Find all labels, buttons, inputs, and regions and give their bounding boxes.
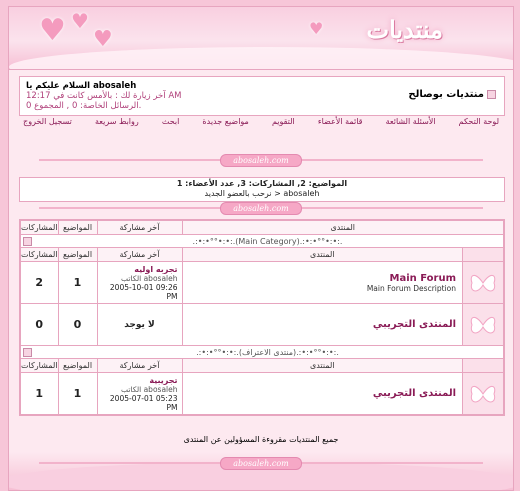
table-header: المشاركات المواضيع آخر مشاركة المنتدى bbox=[21, 221, 504, 235]
greeting-text: السلام عليكم يا abosaleh bbox=[26, 81, 137, 91]
nav-search[interactable]: ابحث bbox=[161, 117, 180, 126]
footer-banner: abosaleh.com bbox=[9, 452, 513, 490]
forum-row: 1 1 تجريبية الكاتب abosaleh 2005-07-01 05:23 PM المنتدى التجريبي bbox=[21, 373, 504, 415]
collapse-icon[interactable] bbox=[23, 237, 32, 246]
last-post-info bbox=[97, 373, 182, 415]
heart-icon: ♥ bbox=[93, 27, 113, 52]
collapse-icon[interactable] bbox=[23, 348, 32, 357]
nav-faq[interactable]: الأسئلة الشائعة bbox=[385, 117, 436, 126]
nav-quick-links[interactable]: روابط سريعة bbox=[94, 117, 139, 126]
page bbox=[8, 6, 514, 491]
butterfly-icon bbox=[463, 262, 504, 304]
no-posts-text: لا يوجد bbox=[97, 304, 182, 346]
site-logo[interactable]: منتديات bbox=[366, 15, 443, 44]
table-header: المشاركات المواضيع آخر مشاركة المنتدى bbox=[21, 359, 504, 373]
welcome-block bbox=[26, 81, 182, 111]
nav-user-cp[interactable]: لوحة التحكم bbox=[458, 117, 499, 126]
category-row[interactable]: .:•:•°°•:•:.(Main Category).:•:•°°•:•:. bbox=[21, 235, 504, 248]
heart-icon: ♥ bbox=[309, 19, 324, 38]
last-post-author[interactable]: الكاتب abosaleh bbox=[120, 273, 178, 283]
nav-calendar[interactable]: التقويم bbox=[271, 117, 295, 126]
last-visit-text: آخر زيارة لك : بالأمس كانت في 12:17 AM bbox=[26, 91, 182, 101]
forum-row: 0 0 لا يوجد المنتدى التجريبي bbox=[21, 304, 504, 346]
last-post-info bbox=[97, 262, 182, 304]
forum-stats bbox=[19, 177, 505, 202]
forum-title-cell bbox=[182, 262, 463, 304]
last-post-author[interactable]: الكاتب abosaleh bbox=[120, 384, 178, 394]
newest-member[interactable]: نرحب بالعضو الجديد > abosaleh bbox=[204, 189, 320, 198]
forum-table bbox=[19, 219, 505, 416]
nav-members-list[interactable]: قائمة الأعضاء bbox=[317, 117, 363, 126]
header-banner bbox=[9, 7, 513, 70]
forum-row: 2 1 تجربه اوليه الكاتب abosaleh 2005-10-01 09:26 PM Main Forum Main Forum Description bbox=[21, 262, 504, 304]
last-post-date: 2005-07-01 05:23 PM bbox=[109, 393, 178, 412]
category-row[interactable]: .:•:•°°•:•:.(منتدى الاعتراف).:•:•°°•:•:. bbox=[21, 346, 504, 359]
site-title[interactable]: منتديات بوصالح bbox=[408, 89, 496, 100]
forum-description: Main Forum Description bbox=[366, 283, 456, 293]
navbar bbox=[19, 117, 503, 129]
forum-link[interactable]: المنتدى التجريبي bbox=[372, 319, 456, 330]
heart-icon: ♥ bbox=[39, 13, 66, 48]
butterfly-icon bbox=[463, 373, 504, 415]
footer-links[interactable]: جميع المنتديات مقروءة المسؤولين عن المنتدى bbox=[183, 435, 339, 444]
nav-new-posts[interactable]: مواضيع جديدة bbox=[202, 117, 249, 126]
butterfly-icon bbox=[463, 304, 504, 346]
nav-logout[interactable]: تسجيل الخروج bbox=[23, 117, 72, 126]
forum-link[interactable]: Main Forum bbox=[389, 272, 456, 284]
forum-title-cell bbox=[182, 373, 463, 415]
last-post-date: 2005-10-01 09:26 PM bbox=[109, 282, 178, 301]
forum-title-cell bbox=[182, 304, 463, 346]
separator-banner: abosaleh.com bbox=[9, 153, 513, 167]
stats-counts: المواضيع: 2, المشاركات: 3, عدد الأعضاء: 1 bbox=[176, 179, 348, 188]
table-header: المشاركات المواضيع آخر مشاركة المنتدى bbox=[21, 248, 504, 262]
last-post-link[interactable]: تجربه اوليه bbox=[134, 264, 178, 274]
private-messages-link[interactable]: الرسائل الخاصة: 0 , المجموع 0. bbox=[26, 101, 142, 111]
forum-icon bbox=[487, 90, 496, 99]
heart-icon: ♥ bbox=[71, 9, 89, 33]
separator-banner: abosaleh.com bbox=[9, 201, 513, 215]
last-post-link[interactable]: تجريبية bbox=[149, 375, 178, 385]
user-info-box bbox=[19, 76, 505, 116]
forum-link[interactable]: المنتدى التجريبي bbox=[372, 388, 456, 399]
